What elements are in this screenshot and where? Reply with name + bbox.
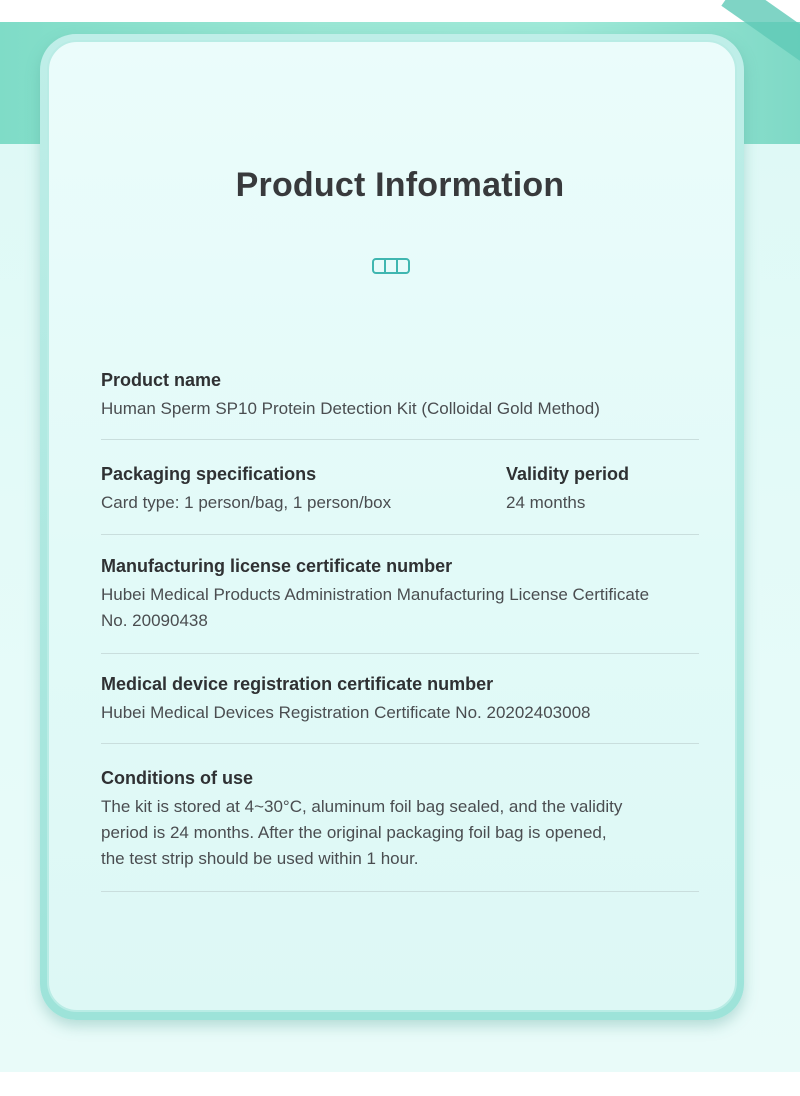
registration-value: Hubei Medical Devices Registration Certificate No. 20202403008 [101,703,591,722]
packaging-value: Card type: 1 person/bag, 1 person/box [101,493,392,512]
validity-label: Validity period [506,464,630,484]
divider [101,439,699,440]
product-name-value: Human Sperm SP10 Protein Detection Kit (Colloidal Gold Method) [101,399,600,418]
packaging-section [101,462,481,516]
divider [101,743,699,744]
manufacturing-license-value-line: Hubei Medical Products Administration Manufacturing License Certificate [101,585,650,604]
registration-label: Medical device registration certificate number [101,674,494,694]
divider [101,891,699,892]
manufacturing-license-section [101,554,699,634]
product-name-label: Product name [101,370,222,390]
divider [101,653,699,654]
validity-section [506,462,629,516]
conditions-value-line: period is 24 months. After the original packaging foil bag is opened, [101,823,607,842]
conditions-value-line: The kit is stored at 4~30°C, aluminum foil bag sealed, and the validity [101,797,623,816]
manufacturing-license-value-line: No. 20090438 [101,611,208,630]
manufacturing-license-label: Manufacturing license certificate number [101,556,453,576]
manufacturing-license-value [101,582,699,634]
divider [101,534,699,535]
conditions-label: Conditions of use [101,768,253,788]
three-segment-box-icon [372,258,410,274]
registration-section [101,672,699,726]
product-name-section [101,368,699,422]
background-bottom-strip [0,1072,800,1096]
validity-value: 24 months [506,493,586,512]
packaging-label: Packaging specifications [101,464,317,484]
conditions-value-line: the test strip should be used within 1 hour. [101,849,419,868]
conditions-section [101,766,699,872]
page-title: Product Information [235,166,565,204]
conditions-value [101,794,699,872]
